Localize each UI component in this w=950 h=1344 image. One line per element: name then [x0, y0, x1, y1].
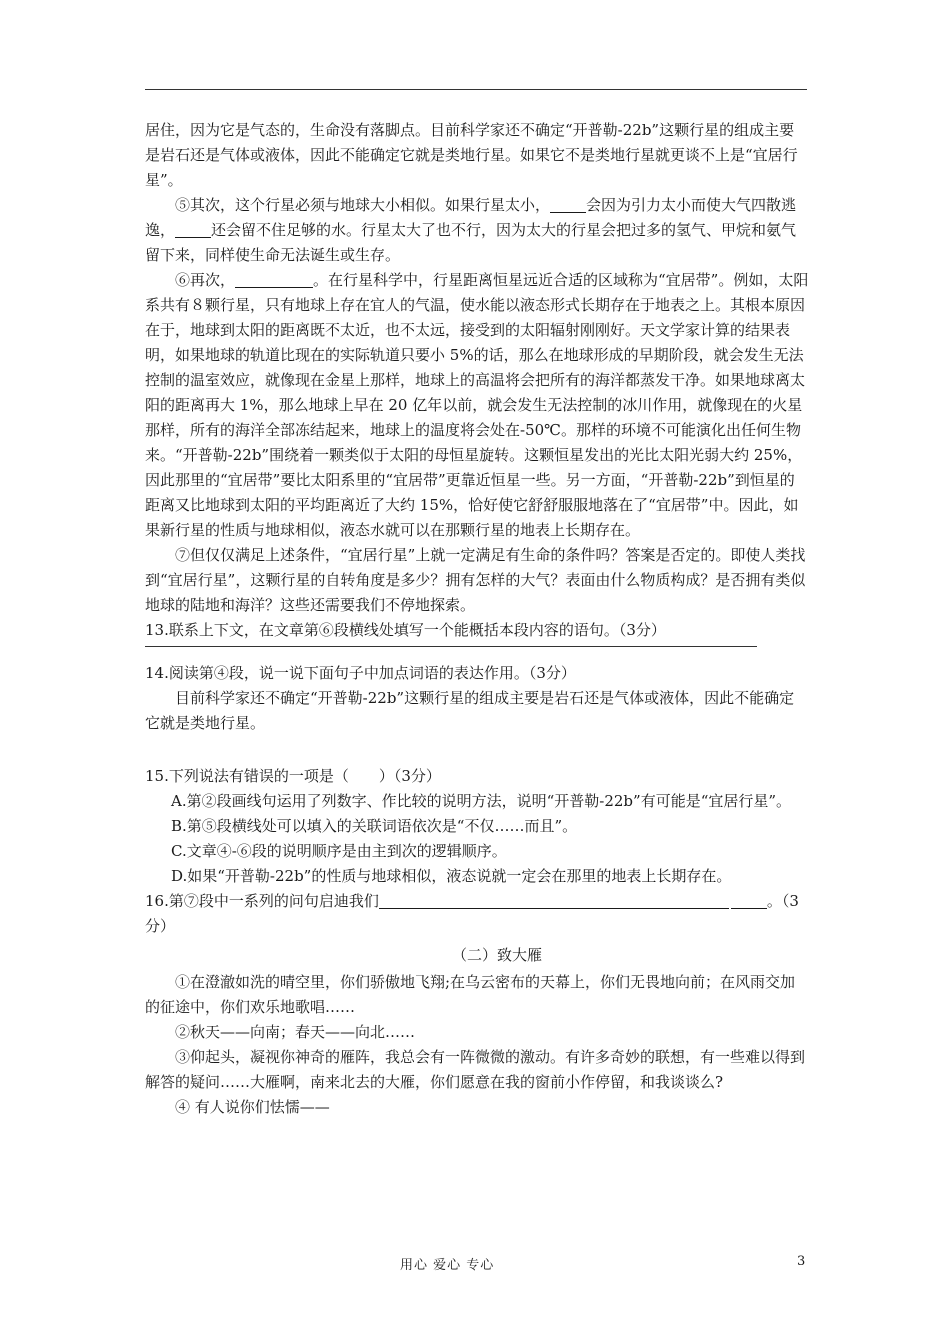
question-14-quote: 目前科学家还不确定“开普勒-22b”这颗行星的组成主要是岩石还是气体或液体，因此不能确定它就是类地行星。	[145, 689, 795, 732]
spacer	[145, 736, 809, 750]
paragraph-4-continued: 居住，因为它是气态的，生命没有落脚点。目前科学家还不确定“开普勒-22b”这颗行星的组成主要是岩石还是气体或液体，因此不能确定它就是类地行星。如果它不是类地行星就更谈不上是“宜居行星”。	[145, 121, 798, 189]
paragraph-6: ⑥再次， 。在行星科学中，行星距离恒星远近合适的区域称为“宜居带”。例如，太阳系共有８颗行星，只有地球上存在宜人的气温，使水能以液态形式长期存在于地表之上。其根本原因在于，地球到太阳的距离既不太近，也不太远，接受到的太阳辐射刚刚好。天文学家计算的结果表明，如果地球的轨道比现在的实际轨道只要小 5%的话，那么在地球形成的早期阶段，就会发生无法控制的温室效应，就像现在金星上那样，地球上的高温将会把所有的海洋都蒸发干净。如果地球离太阳的距离再大 1%，那么地球上早在 20 亿年以前，就会发生无法控制的冰川作用，就像现在的火星那样，所有的海洋全部冻结起来，地球上的温度将会处在-50℃。那样的环境不可能演化出任何生物来。“开普勒-22b”围绕着一颗类似于太阳的母恒星旋转。这颗恒星发出的光比太阳光弱大约 25%，因此那里的“宜居带”要比太阳系里的“宜居带”更靠近恒星一些。另一方面，“开普勒-22b”到恒星的距离又比地球到太阳的平均距离近了大约 15%，恰好使它舒舒服服地落在了“宜居带”中。因此，如果新行星的性质与地球相似，液态水就可以在那颗行星的地表上长期存在。	[145, 271, 809, 539]
option-c: C.文章④-⑥段的说明顺序是由主到次的逻辑顺序。	[171, 842, 507, 860]
footer-motto: 用心 爱心 专心	[400, 1258, 495, 1273]
question-16-tail: 分）	[145, 917, 176, 935]
question-15-stem: 15.下列说法有错误的一项是（ ）（3分）	[145, 767, 441, 785]
paragraph-7: ⑦但仅仅满足上述条件，“宜居行星”上就一定满足有生命的条件吗？答案是否定的。即使人类找到“宜居行星”，这颗行星的自转角度是多少？拥有怎样的大气？表面由什么物质构成？是否拥有类似地球的陆地和海洋？这些还需要我们不停地探索。	[145, 546, 806, 614]
option-a: A.第②段画线句运用了列数字、作比较的说明方法，说明“开普勒-22b”有可能是“宜居行星”。	[171, 792, 792, 810]
header-rule	[145, 89, 807, 90]
paragraph-5: ⑤其次，这个行星必须与地球大小相似。如果行星太小， 会因为引力太小而使大气四散逃逸， 还会留不住足够的水。行星太大了也不行，因为太大的行星会把过多的氢气、甲烷和氨气留下来，同样使生命无法诞生或生存。	[145, 196, 797, 264]
page-content	[145, 118, 809, 1120]
question-13: 13.联系上下文，在文章第⑥段横线处填写一个能概括本段内容的语句。（3分）	[145, 621, 666, 639]
blank-1[interactable]	[550, 196, 586, 213]
blank-2[interactable]	[175, 221, 211, 238]
goose-paragraph-1: ①在澄澈如洗的晴空里，你们骄傲地飞翔;在乌云密布的天幕上，你们无畏地向前；在风雨交加的征途中，你们欢乐地歌唱……	[145, 973, 796, 1016]
answer-blank-16b[interactable]	[731, 892, 767, 909]
goose-paragraph-4: ④ 有人说你们怯懦——	[175, 1098, 330, 1116]
option-d: D.如果“开普勒-22b”的性质与地球相似，液态说就一定会在那里的地表上长期存在。	[171, 867, 732, 885]
blank-3[interactable]	[235, 271, 313, 288]
goose-paragraph-2: ②秋天——向南；春天——向北……	[175, 1023, 416, 1041]
question-16: 16.第⑦段中一系列的问句启迪我们 。（3	[145, 892, 799, 910]
goose-paragraph-3: ③仰起头，凝视你神奇的雁阵，我总会有一阵微微的激动。有许多奇妙的联想，有一些难以得到解答的疑问……大雁啊，南来北去的大雁，你们愿意在我的窗前小作停留，和我谈谈么?	[145, 1048, 806, 1091]
question-14-stem: 14.阅读第④段，说一说下面句子中加点词语的表达作用。（3分）	[145, 664, 576, 682]
option-b: B.第⑤段横线处可以填入的关联词语依次是“不仅……而且”。	[171, 817, 578, 835]
page-number: 3	[797, 1254, 806, 1269]
answer-line-13[interactable]	[145, 646, 757, 647]
answer-blank-16[interactable]	[379, 892, 729, 909]
spacer	[145, 750, 809, 764]
section-title: （二）致大雁	[451, 946, 542, 964]
